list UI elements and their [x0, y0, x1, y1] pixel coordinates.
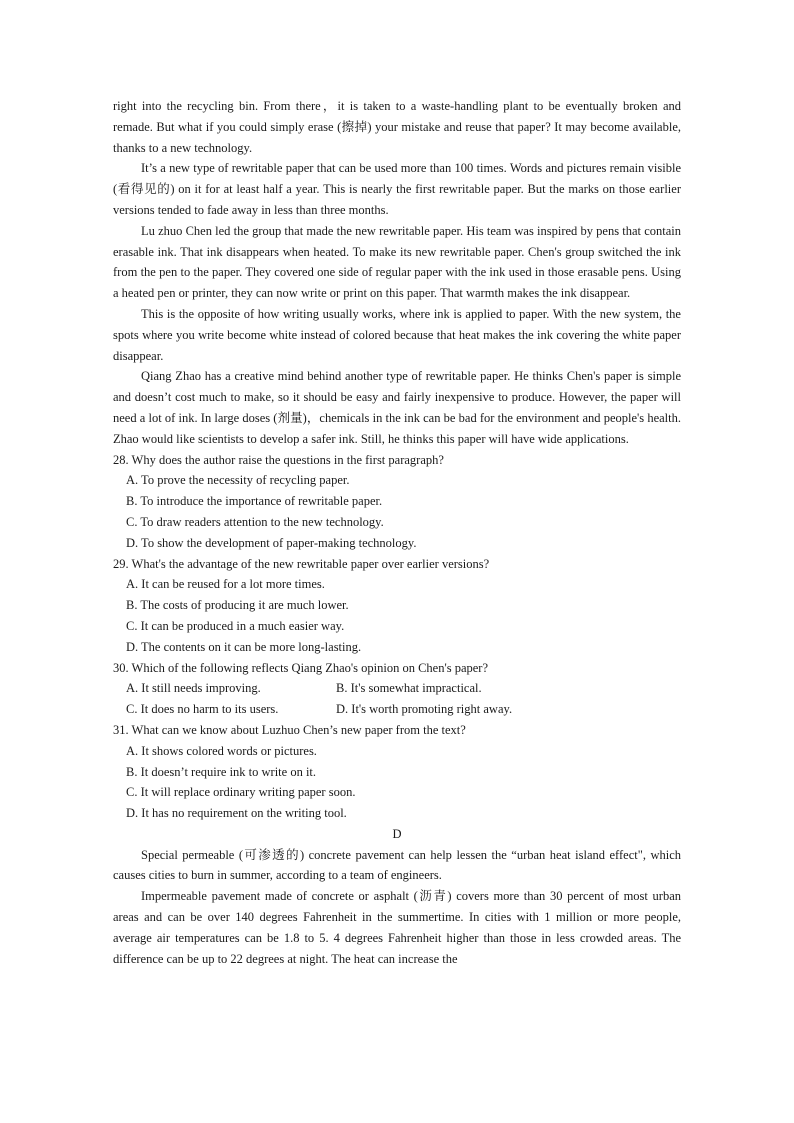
option-b: B. It's somewhat impractical. [336, 681, 482, 696]
passage-c-paragraph-4: This is the opposite of how writing usually works, where ink is applied to paper. With the new system, the spots where you write become white instead of colored because that heat makes the ink covering the white paper disappear. [113, 306, 681, 363]
option-row-ab [113, 678, 681, 699]
section-d-heading: D [392, 826, 402, 841]
passage-d-paragraph-2: Impermeable pavement made of concrete or asphalt (沥青) covers more than 30 percent of most urban areas and can be over 140 degrees Fahrenheit in the summertime. In cities with 1 million or more people, average air temperatures can be 1.8 to 5. 4 degrees Fahrenheit higher than those in less crowded areas. The difference can be up to 22 degrees at night. The heat can increase the [113, 889, 681, 966]
passage-c-paragraph-1: right into the recycling bin. From there，it is taken to a waste-handling plant to be eventually broken and remade. But what if you could simply erase (擦掉) your mistake and reuse that paper? It may become available, thanks to a new technology. [113, 99, 681, 155]
option-d: D. The contents on it can be more long-lasting. [126, 639, 362, 654]
option-c: C. It does no harm to its users. [126, 702, 279, 717]
option-d: D. It has no requirement on the writing tool. [126, 806, 347, 821]
passage-c-paragraph-5: Qiang Zhao has a creative mind behind another type of rewritable paper. He thinks Chen's paper is simple and doesn’t cost much to make, so it should be easy and fairly inexpensive to produce. However, the paper will need a lot of ink. In large doses (剂量)，chemicals in the ink can be bad for the environment and people's health. Zhao would like scientists to develop a safer ink. Still, he thinks this paper will have wide applications. [113, 369, 681, 446]
option-d: D. To show the development of paper-making technology. [126, 535, 417, 550]
question-stem: 30. Which of the following reflects Qiang Zhao's opinion on Chen's paper? [113, 660, 489, 675]
option-d: D. It's worth promoting right away. [336, 702, 513, 717]
option-c: C. It can be produced in a much easier way. [126, 618, 345, 633]
option-c: C. It will replace ordinary writing paper soon. [126, 785, 356, 800]
option-a: A. It shows colored words or pictures. [126, 743, 317, 758]
question-31 [113, 720, 681, 824]
question-29 [113, 554, 681, 658]
option-a: A. It can be reused for a lot more times. [126, 577, 325, 592]
question-28 [113, 450, 681, 554]
question-stem: 31. What can we know about Luzhuo Chen’s new paper from the text? [113, 722, 466, 737]
question-30 [113, 658, 681, 720]
passage-d-paragraph-1: Special permeable (可渗透的) concrete pavement can help lessen the “urban heat island effect", which causes cities to burn in summer, according to a team of engineers. [113, 847, 681, 883]
question-stem: 28. Why does the author raise the questions in the first paragraph? [113, 452, 444, 467]
passage-c-paragraph-2: It’s a new type of rewritable paper that can be used more than 100 times. Words and pictures remain visible (看得见的) on it for at least half a year. This is nearly the first rewritable paper. But the marks on those earlier versions tended to fade away in less than three months. [113, 161, 681, 217]
option-a: A. To prove the necessity of recycling paper. [126, 473, 350, 488]
question-stem: 29. What's the advantage of the new rewritable paper over earlier versions? [113, 556, 490, 571]
option-b: B. It doesn’t require ink to write on it. [126, 764, 317, 779]
option-b: B. The costs of producing it are much lower. [126, 598, 349, 613]
option-c: C. To draw readers attention to the new technology. [126, 514, 384, 529]
option-row-cd [113, 699, 681, 720]
option-a: A. It still needs improving. [126, 681, 261, 696]
option-b: B. To introduce the importance of rewritable paper. [126, 494, 383, 509]
exam-page [113, 96, 681, 969]
passage-c-paragraph-3: Lu zhuo Chen led the group that made the new rewritable paper. His team was inspired by pens that contain erasable ink. That ink disappears when heated. To make its new rewritable paper. Chen's group switched the ink from the pen to the paper. They covered one side of regular paper with the ink used in those erasable pens. Using a heated pen or printer, they can now write or print on this paper. That warmth makes the ink disappear. [113, 223, 681, 301]
